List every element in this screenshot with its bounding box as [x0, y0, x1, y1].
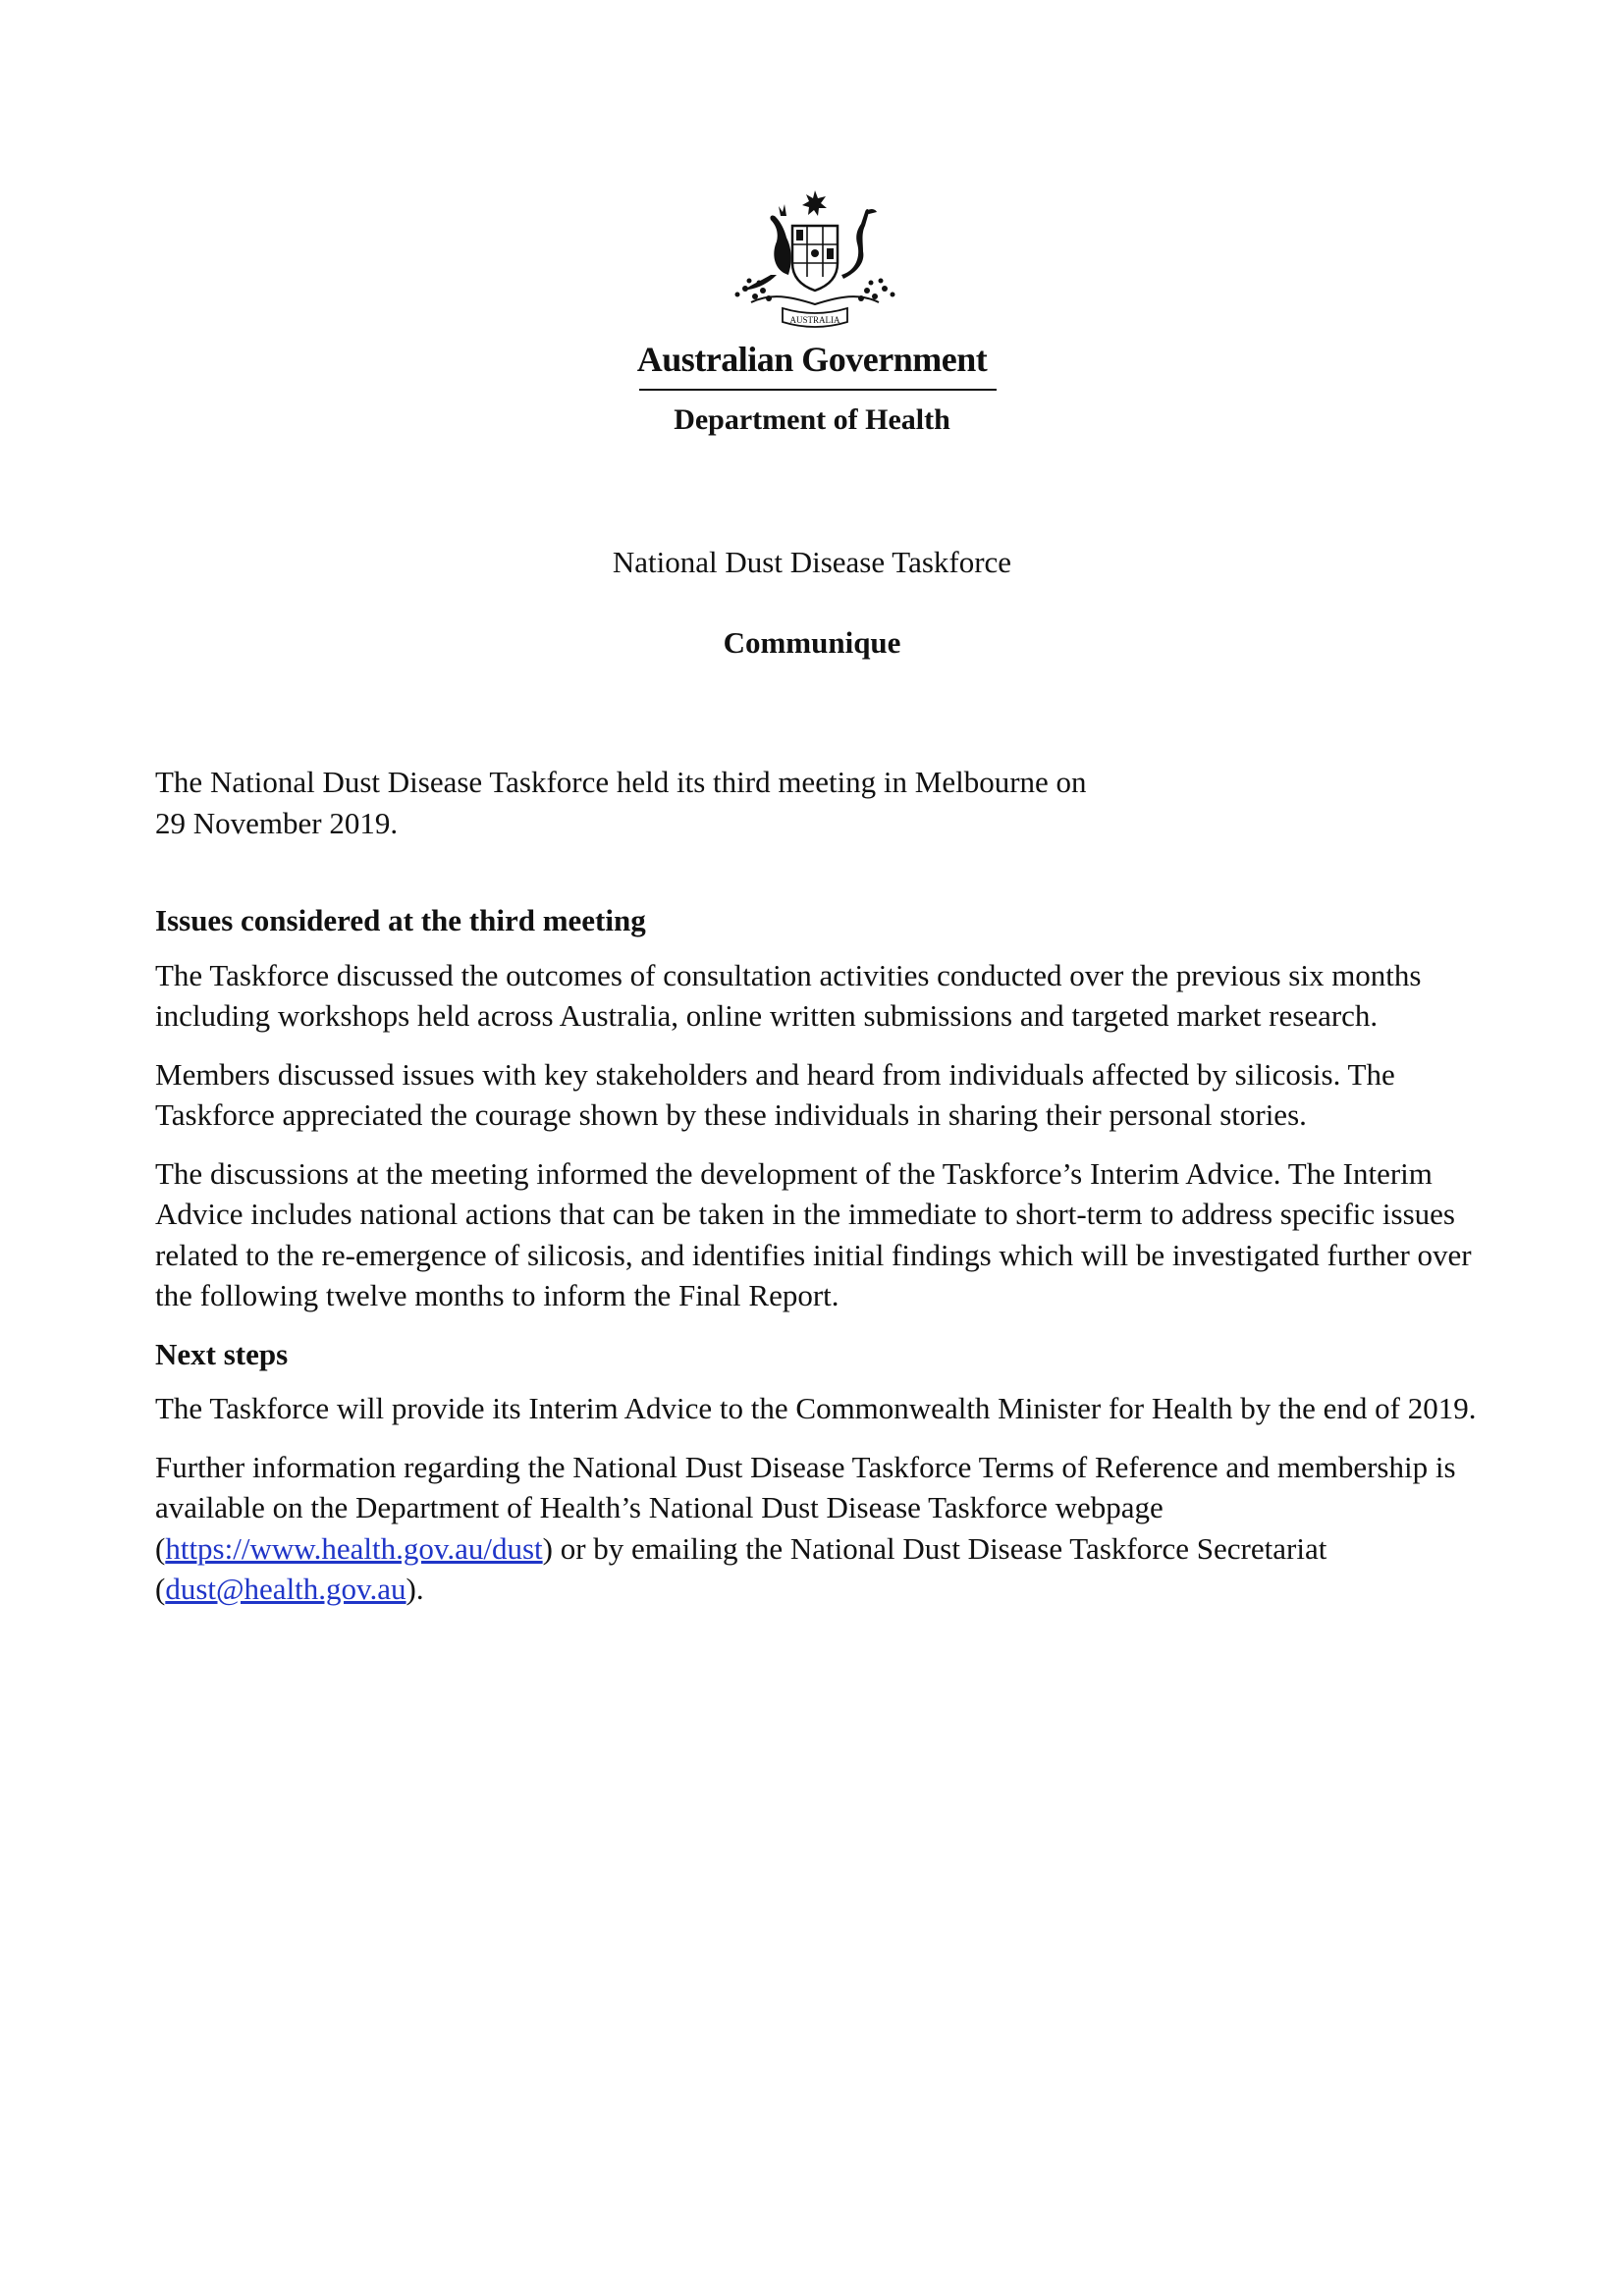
- section-heading-next-steps: Next steps: [155, 1336, 289, 1371]
- department-name: Department of Health: [674, 403, 950, 436]
- document-body: [155, 762, 1481, 1628]
- paragraph: The Taskforce will provide its Interim Advice to the Commonwealth Minister for Health by the end of 2019.: [155, 1391, 1477, 1425]
- commonwealth-coat-of-arms-icon: [722, 187, 908, 334]
- intro-line-2: 29 November 2019.: [155, 805, 399, 840]
- paragraph: Members discussed issues with key stakeholders and heard from individuals affected by silicosis. The Taskforce appreciated the courage shown by these individuals in sharing their personal stories.: [155, 1056, 1395, 1132]
- secretariat-email-link[interactable]: dust@health.gov.au: [165, 1572, 406, 1606]
- paragraph: The discussions at the meeting informed the development of the Taskforce’s Interim Advice. The Interim Advice includes national actions that can be taken in the immediate to short-term to address specific issues related to the re-emergence of silicosis, and identifies initial findings which will be investigated further over the following twelve months to inform the Final Report.: [155, 1155, 1472, 1312]
- contact-text-before: Further information regarding the National Dust Disease Taskforce Terms of Reference and membership is available on the Department of Health’s National Dust Disease Taskforce webpage (: [155, 1449, 1456, 1566]
- header-divider: [639, 389, 997, 391]
- dust-webpage-link[interactable]: https://www.health.gov.au/dust: [165, 1530, 543, 1566]
- document-subtitle: Communique: [723, 625, 901, 660]
- contact-paragraph: [155, 1447, 1481, 1610]
- section-heading-issues: Issues considered at the third meeting: [155, 903, 646, 937]
- government-name: Australian Government: [636, 340, 988, 379]
- contact-text-after: ).: [406, 1572, 424, 1606]
- intro-paragraph: [155, 762, 1481, 843]
- intro-line-1: The National Dust Disease Taskforce held its third meeting in Melbourne on: [155, 765, 1087, 799]
- crest-motto: AUSTRALIA: [789, 315, 840, 325]
- contact-text-between: ) or by emailing the National Dust Disease Taskforce Secretariat (: [155, 1530, 1327, 1606]
- document-title: National Dust Disease Taskforce: [612, 545, 1012, 579]
- paragraph: The Taskforce discussed the outcomes of consultation activities conducted over the previous six months including workshops held across Australia, online written submissions and targeted market research.: [155, 957, 1422, 1033]
